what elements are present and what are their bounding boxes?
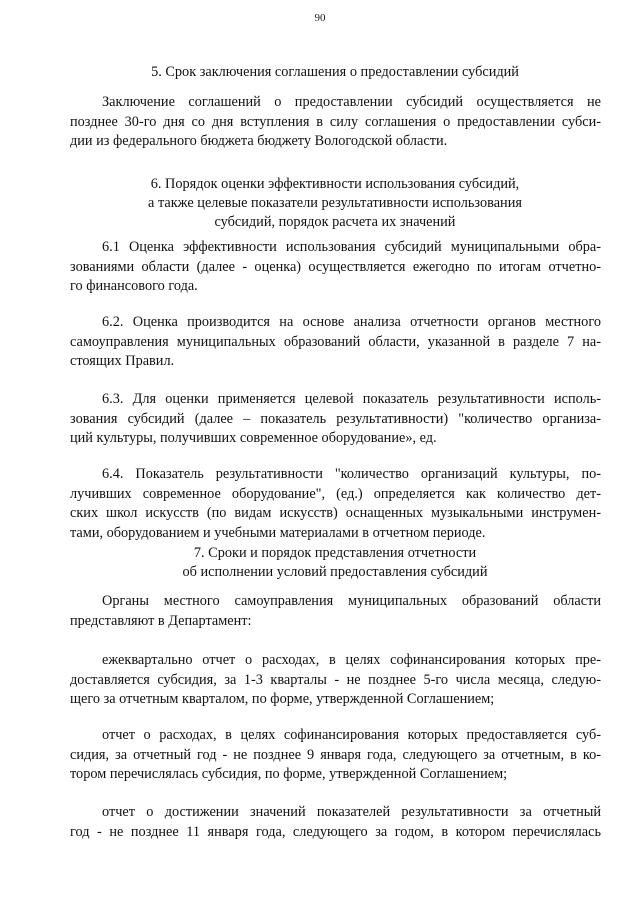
section-5-heading-line: 5. Срок заключения соглашения о предоставлении субсидий: [151, 64, 519, 80]
paragraph-line: самоуправления муниципальных образований области, указанной в разделе 7 на-: [70, 333, 601, 350]
page-number: 90: [314, 12, 326, 24]
paragraph-line: позднее 30-го дня со дня вступления в силу соглашения о предоставлении субси-: [70, 113, 601, 130]
paragraph-line: отчет о достижении значений показателей результативности за отчетный: [102, 804, 601, 820]
paragraph-line: щего за отчетным кварталом, по форме, утвержденной Соглашением;: [70, 691, 495, 708]
paragraph-line: дии из федерального бюджета бюджету Вологодской области.: [70, 133, 448, 150]
paragraph-line: ежеквартально отчет о расходах, в целях софинансирования которых пре-: [102, 652, 601, 668]
annual-report-paragraph: [70, 726, 601, 785]
section-7-heading-line: об исполнении условий предоставления субсидий: [182, 564, 488, 580]
section-6-3-paragraph: [70, 390, 601, 449]
paragraph-line: ских школ искусств (по видам искусств) оснащенных музыкальными инструмен-: [70, 505, 601, 522]
paragraph-line: тором перечислялась субсидия, по форме, утвержденной Соглашением;: [70, 766, 508, 783]
paragraph-line: зованиями области (далее - оценка) осуществляется ежегодно по итогам отчетно-: [70, 258, 601, 275]
paragraph-line: доставляется субсидия, за 1-3 кварталы - не позднее 5-го числа месяца, следую-: [70, 671, 601, 688]
paragraph-line: 6.2. Оценка производится на основе анализа отчетности органов местного: [102, 314, 601, 330]
paragraph-line: тами, оборудованием и учебными материалами в отчетном периоде.: [70, 524, 486, 541]
paragraph-line: 6.4. Показатель результативности "количество организаций культуры, по-: [102, 466, 601, 482]
paragraph-line: стоящих Правил.: [70, 353, 175, 370]
section-6-heading-line: а также целевые показатели результативности использования: [148, 195, 522, 211]
paragraph-line: представляют в Департамент:: [70, 612, 252, 629]
section-7-heading-line: 7. Сроки и порядок представления отчетности: [193, 545, 477, 561]
section-6-heading-line: 6. Порядок оценки эффективности использования субсидий,: [150, 176, 520, 192]
section-6-heading: [70, 175, 600, 232]
section-6-2-paragraph: [70, 313, 601, 372]
paragraph-line: Заключение соглашений о предоставлении субсидий осуществляется не: [102, 94, 601, 110]
paragraph-line: 6.3. Для оценки применяется целевой показатель результативности исполь-: [102, 391, 601, 407]
section-7-heading: [70, 544, 600, 582]
paragraph-line: 6.1 Оценка эффективности использования субсидий муниципальными обра-: [102, 239, 601, 255]
section-6-1-paragraph: [70, 238, 601, 297]
section-6-heading-line: субсидий, порядок расчета их значений: [214, 214, 456, 230]
paragraph-line: отчет о расходах, в целях софинансирования которых предоставляется суб-: [102, 727, 601, 743]
quarterly-report-paragraph: [70, 651, 601, 710]
performance-report-paragraph: [70, 803, 601, 842]
paragraph-line: сидия, за отчетный год - не позднее 9 января года, следующего за отчетным, в ко-: [70, 746, 601, 763]
section-5-heading: [70, 63, 600, 82]
section-7-intro-paragraph: [70, 592, 601, 631]
paragraph-line: го финансового года.: [70, 278, 198, 295]
paragraph-line: ций культуры, получивших современное оборудование», ед.: [70, 430, 437, 447]
section-6-4-paragraph: [70, 465, 601, 543]
paragraph-line: лучивших современное оборудование", (ед.) определяется как количество дет-: [70, 485, 601, 502]
section-5-paragraph: [70, 93, 601, 152]
paragraph-line: Органы местного самоуправления муниципальных образований области: [102, 593, 601, 609]
paragraph-line: зования субсидий (далее – показатель результативности) "количество организа-: [70, 410, 601, 427]
paragraph-line: год - не позднее 11 января года, следующего за годом, в котором перечислялась: [70, 823, 601, 840]
